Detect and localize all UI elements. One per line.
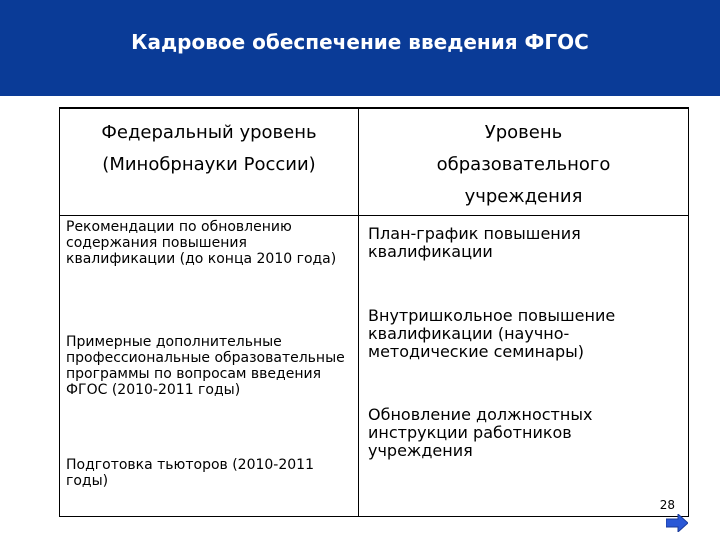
header-line: Федеральный уровень bbox=[101, 122, 317, 143]
federal-item-recommendations: Рекомендации по обновлению содержания повышения квалификации (до конца 2010 года) bbox=[66, 219, 337, 267]
header-line: учреждения bbox=[464, 186, 583, 207]
levels-table bbox=[59, 107, 689, 517]
header-line: образовательного bbox=[436, 154, 611, 175]
federal-item-programs: Примерные дополнительные профессиональные образовательные программы по вопросам введения ФГОС (2010-2011 годы) bbox=[66, 334, 345, 398]
arrow-right-icon[interactable] bbox=[666, 514, 688, 532]
federal-item-tutors: Подготовка тьюторов (2010-2011 годы) bbox=[66, 457, 314, 489]
institution-item-instructions: Обновление должностных инструкции работников учреждения bbox=[368, 405, 593, 460]
institution-item-schedule: План-график повышения квалификации bbox=[368, 224, 581, 261]
header-line: Уровень bbox=[484, 122, 563, 143]
title-banner bbox=[0, 0, 720, 96]
header-divider bbox=[60, 215, 688, 216]
page-number: 28 bbox=[659, 498, 675, 512]
slide-title: Кадровое обеспечение введения ФГОС bbox=[131, 30, 589, 54]
institution-item-inschool: Внутришкольное повышение квалификации (научно-методические семинары) bbox=[368, 306, 616, 361]
header-line: (Минобрнауки России) bbox=[102, 154, 316, 175]
institution-level-header bbox=[359, 117, 688, 213]
federal-level-header bbox=[60, 117, 358, 181]
